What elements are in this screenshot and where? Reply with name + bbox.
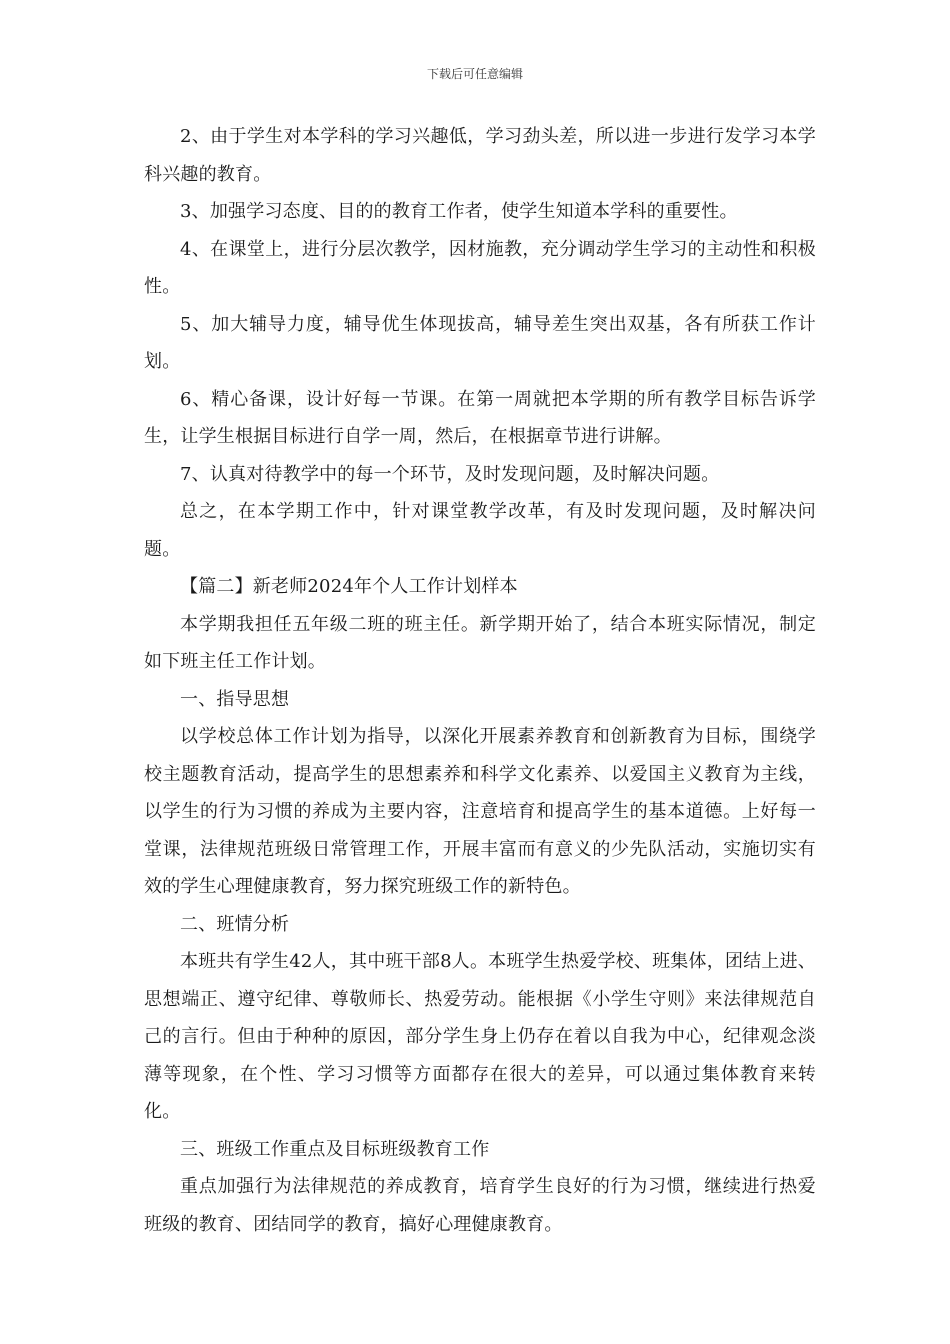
section-heading: 二、班情分析 bbox=[180, 913, 290, 935]
paragraph: 本学期我担任五年级二班的班主任。新学期开始了，结合本班实际情况，制定如下班主任工作计划。 bbox=[144, 613, 816, 672]
section-title: 【篇二】新老师2024年个人工作计划样本 bbox=[180, 576, 518, 597]
document-body bbox=[144, 118, 816, 1243]
paragraph: 7、认真对待教学中的每一个环节，及时发现问题，及时解决问题。 bbox=[180, 463, 720, 485]
paragraph: 2、由于学生对本学科的学习兴趣低，学习劲头差，所以进一步进行发学习本学科兴趣的教育。 bbox=[144, 126, 816, 185]
paragraph: 3、加强学习态度、目的的教育工作者，使学生知道本学科的重要性。 bbox=[180, 201, 738, 222]
paragraph: 5、加大辅导力度，辅导优生体现拔高，辅导差生突出双基，各有所获工作计划。 bbox=[144, 313, 816, 372]
section-heading: 三、班级工作重点及目标班级教育工作 bbox=[180, 1138, 490, 1160]
paragraph: 重点加强行为法律规范的养成教育，培育学生良好的行为习惯，继续进行热爱班级的教育、团结同学的教育，搞好心理健康教育。 bbox=[144, 1176, 816, 1235]
paragraph: 4、在课堂上，进行分层次教学，因材施教，充分调动学生学习的主动性和积极性。 bbox=[144, 238, 816, 297]
section-heading: 一、指导思想 bbox=[180, 688, 290, 710]
paragraph: 6、精心备课，设计好每一节课。在第一周就把本学期的所有教学目标告诉学生，让学生根据目标进行自学一周，然后，在根据章节进行讲解。 bbox=[144, 388, 816, 447]
paragraph: 总之，在本学期工作中，针对课堂教学改革，有及时发现问题，及时解决问题。 bbox=[144, 501, 816, 560]
paragraph: 以学校总体工作计划为指导，以深化开展素养教育和创新教育为目标，围绕学校主题教育活动，提高学生的思想素养和科学文化素养、以爱国主义教育为主线，以学生的行为习惯的养成为主要内容，注意培育和提高学生的基本道德。上好每一堂课，法律规范班级日常管理工作，开展丰富而有意义的少先队活动，实施切实有效的学生心理健康教育，努力探究班级工作的新特色。 bbox=[144, 726, 816, 897]
paragraph: 本班共有学生42人，其中班干部8人。本班学生热爱学校、班集体，团结上进、思想端正、遵守纪律、尊敬师长、热爱劳动。能根据《小学生守则》来法律规范自己的言行。但由于种种的原因，部分学生身上仍存在着以自我为中心，纪律观念淡薄等现象，在个性、学习习惯等方面都存在很大的差异，可以通过集体教育来转化。 bbox=[144, 951, 816, 1122]
page-header: 下载后可任意编辑 bbox=[426, 67, 523, 81]
